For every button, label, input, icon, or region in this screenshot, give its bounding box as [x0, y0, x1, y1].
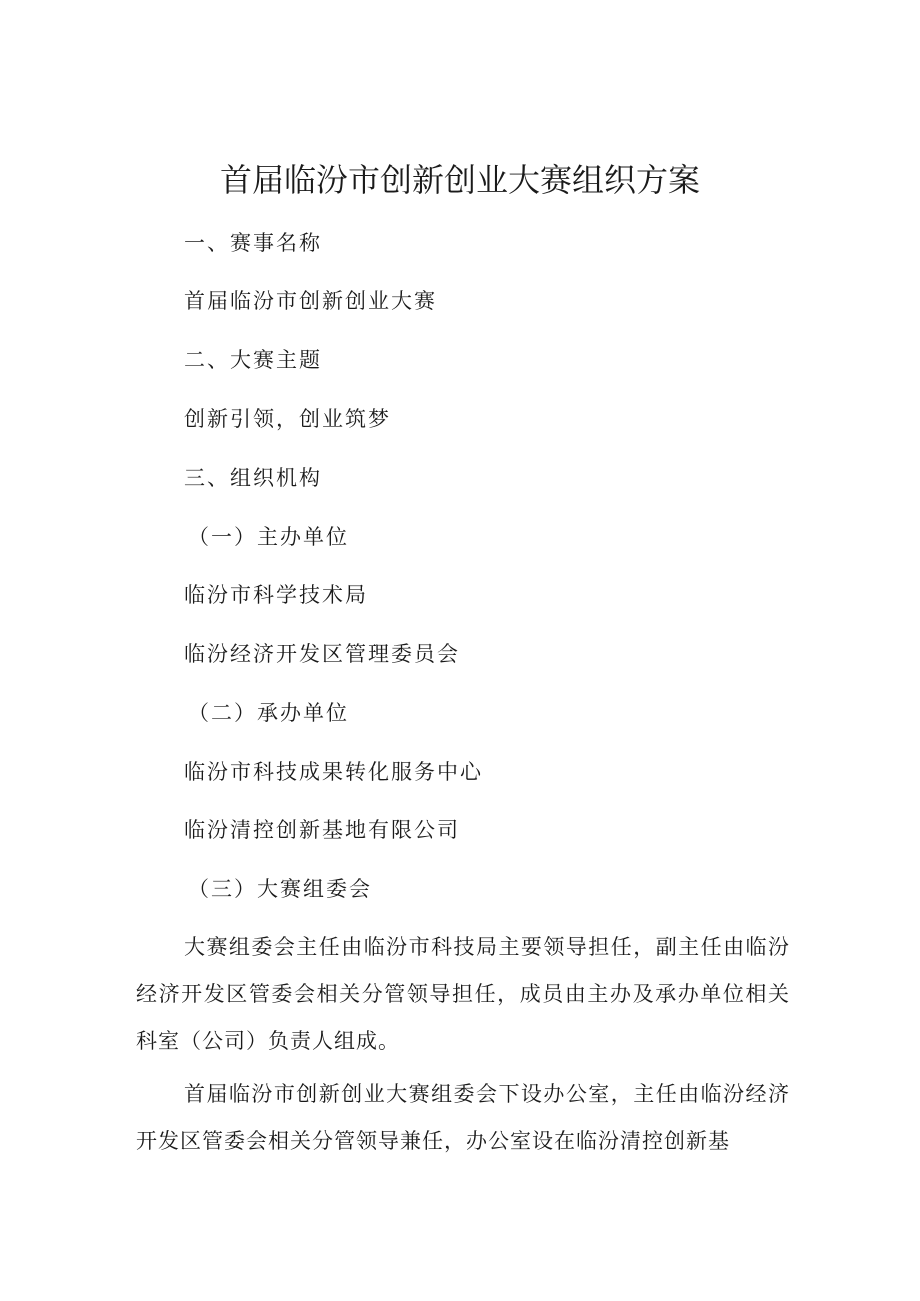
theme-text: 创新引领，创业筑梦 — [184, 407, 391, 431]
section-heading-organization: 三、组织机构 — [184, 466, 322, 490]
event-name-text: 首届临汾市创新创业大赛 — [184, 289, 437, 313]
section-heading-theme: 二、大赛主题 — [184, 348, 322, 372]
organizer-line-1: 临汾市科学技术局 — [184, 583, 368, 607]
subsection-heading-host: （二）承办单位 — [188, 701, 349, 725]
subsection-heading-committee: （三）大赛组委会 — [188, 877, 372, 901]
section-heading-event-name: 一、赛事名称 — [184, 231, 322, 255]
document-title: 首届临汾市创新创业大赛组织方案 — [219, 161, 700, 199]
host-line-1: 临汾市科技成果转化服务中心 — [184, 760, 483, 784]
host-line-2: 临汾清控创新基地有限公司 — [184, 818, 460, 842]
committee-paragraph-2: 首届临汾市创新创业大赛组委会下设办公室，主任由临汾经济开发区管委会相关分管领导兼任，办公室设在临汾清控创新基 — [136, 1082, 790, 1153]
organizer-line-2: 临汾经济开发区管理委员会 — [184, 642, 460, 666]
committee-paragraph-1: 大赛组委会主任由临汾市科技局主要领导担任，副主任由临汾经济开发区管委会相关分管领导担任，成员由主办及承办单位相关科室（公司）负责人组成。 — [136, 935, 790, 1053]
subsection-heading-organizer: （一）主办单位 — [188, 525, 349, 549]
